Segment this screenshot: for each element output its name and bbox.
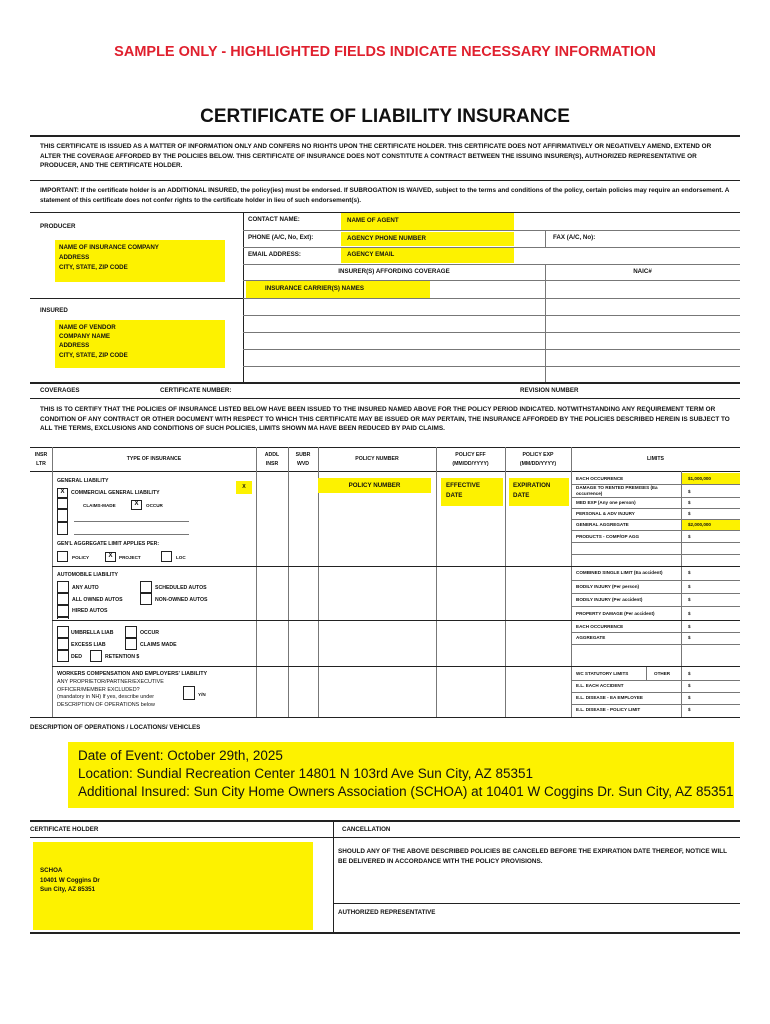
umbrella-limit-value-0[interactable]: $ xyxy=(688,624,691,629)
project-checkbox[interactable]: X xyxy=(105,552,116,562)
umbrella-limit-label-0: EACH OCCURRENCE xyxy=(576,624,624,629)
retention-label: RETENTION $ xyxy=(105,654,140,660)
effective-date-1[interactable]: EFFECTIVE xyxy=(446,482,481,489)
non-owned-checkbox[interactable] xyxy=(140,593,152,605)
hired-autos-checkbox[interactable] xyxy=(57,605,69,617)
holder-label: CERTIFICATE HOLDER xyxy=(30,826,99,833)
insr-ltr-header-2: LTR xyxy=(36,461,46,467)
important-text: IMPORTANT: If the certificate holder is an ADDITIONAL INSURED, the policy(ies) must be endorsed. If SUBROGATION IS WAIVED, subject to the terms and conditions of the policy, certain policies may require an endorsement. A statement of this certificate does not confer rights to the certificate holder in lieu of such endorsement(s). xyxy=(40,187,730,204)
email-value[interactable]: AGENCY EMAIL xyxy=(347,251,395,258)
wc-limit-label-2: E.L. DISEASE - POLICY LIMIT xyxy=(576,707,641,712)
gl-aggregate-label: GEN'L AGGREGATE LIMIT APPLIES PER: xyxy=(57,541,160,547)
cgl-label: COMMERCIAL GENERAL LIABILITY xyxy=(71,490,160,496)
umbrella-limit-label-1: AGGREGATE xyxy=(576,635,606,640)
subr-header-2: WVD xyxy=(296,461,310,467)
excess-checkbox[interactable] xyxy=(57,638,69,650)
wc-yn-checkbox[interactable] xyxy=(183,686,195,700)
addl-header-2: INSR xyxy=(265,461,279,467)
holder-address[interactable]: 10401 W Coggins Dr xyxy=(40,876,100,884)
umbrella-checkbox[interactable] xyxy=(57,626,69,638)
contact-name-value[interactable]: NAME OF AGENT xyxy=(347,217,399,224)
effective-date-2[interactable]: DATE xyxy=(446,491,463,499)
auto-limit-value-1[interactable]: $ xyxy=(688,584,691,589)
expiration-date-1[interactable]: EXPIRATION xyxy=(513,482,551,489)
insured-company: COMPANY NAME xyxy=(59,333,110,340)
umbrella-occur-label: OCCUR xyxy=(140,630,160,636)
policy-number-header: POLICY NUMBER xyxy=(355,456,399,462)
type-header: TYPE OF INSURANCE xyxy=(126,456,182,462)
certificate-number-label: CERTIFICATE NUMBER: xyxy=(160,387,232,394)
contact-name-label: CONTACT NAME: xyxy=(248,216,300,223)
auto-limit-label-0: COMBINED SINGLE LIMIT (Ea accident) xyxy=(576,570,663,575)
producer-name: NAME OF INSURANCE COMPANY xyxy=(59,244,159,251)
page-title: CERTIFICATE OF LIABILITY INSURANCE xyxy=(200,106,570,127)
certify-text: THIS IS TO CERTIFY THAT THE POLICIES OF INSURANCE LISTED BELOW HAVE BEEN ISSUED TO THE INSURED NAMED ABOVE FOR THE POLICY PERIOD INDICATED. NOTWITHSTANDING ANY REQUIREMENT TERM OR CONDITION OF ANY CONTRACT OR OTHER DOCUMENT WITH RESPECT TO WHICH THIS CERTIFICATE MAY BE ISSUED OR MAY PERTAIN, THE INSURANCE AFFORDED BY THE POLICIES DESCRIBED HEREIN IS SUBJECT TO ALL THE TERMS, EXCLUSIONS AND CONDITIONS OF SUCH POLICIES, LIMITS SHOWN MA HAVE BEEN REDUCED BY PAID CLAIMS. xyxy=(40,406,730,433)
insurers-label: INSURER(S) AFFORDING COVERAGE xyxy=(338,268,450,275)
phone-label: PHONE (A/C, No, Ext): xyxy=(248,234,314,241)
all-owned-label: ALL OWNED AUTOS xyxy=(72,597,123,603)
insured-label: INSURED xyxy=(40,307,68,314)
cancellation-text: SHOULD ANY OF THE ABOVE DESCRIBED POLICIES BE CANCELED BEFORE THE EXPIRATION DATE THEREOF, NOTICE WILL BE DELIVERED IN ACCORDANCE WITH THE POLICY PROVISIONS. xyxy=(338,848,727,865)
revision-number-label: REVISION NUMBER xyxy=(520,387,579,394)
claims-made-label: CLAIMS-MADE xyxy=(83,503,116,508)
umbrella-occur-checkbox[interactable] xyxy=(125,626,137,638)
wc-line-4: (mandatory in NH) If yes, describe under xyxy=(57,694,155,701)
umbrella-claims-label: CLAIMS MADE xyxy=(140,642,177,648)
carriers-value[interactable]: INSURANCE CARRIER(S) NAMES xyxy=(265,285,365,292)
loc-checkbox[interactable] xyxy=(161,551,172,562)
scheduled-label: SCHEDULED AUTOS xyxy=(155,585,207,591)
wc-line-2: ANY PROPRIETOR/PARTNER/EXECUTIVE xyxy=(57,678,164,685)
wc-top-value[interactable]: $ xyxy=(688,671,691,676)
coverages-label: COVERAGES xyxy=(40,387,80,394)
wc-line-3: OFFICER/MEMBER EXCLUDED? xyxy=(57,686,140,693)
scheduled-checkbox[interactable] xyxy=(140,581,152,593)
description-line-2[interactable]: Location: Sundial Recreation Center 14801 N 103rd Ave Sun City, AZ 85351 xyxy=(78,766,534,781)
gl-limit-label-4: GENERAL AGGREGATE xyxy=(576,522,629,527)
naic-label: NAIC# xyxy=(633,268,652,275)
exp-header-1: POLICY EXP xyxy=(522,452,554,458)
authorized-representative-label: AUTHORIZED REPRESENTATIVE xyxy=(338,909,436,916)
addl-header-1: ADDL xyxy=(264,452,280,458)
wc-limit-label-0: E.L. EACH ACCIDENT xyxy=(576,683,624,688)
intro-text: THIS CERTIFICATE IS ISSUED AS A MATTER OF INFORMATION ONLY AND CONFERS NO RIGHTS UPON THE CERTIFICATE HOLDER. THIS CERTIFICATE DOES NOT AFFIRMATIVELY OR NEGATIVELY AMEND, EXTEND OR ALTER THE COVERAGE AFFORDED BY THE POLICIES BELOW. THIS CERTIFICATE OF INSURANCE DOES NOT CONSTITUTE A CONTRACT BETWEEN THE ISSUING INSURER(S), AUTHORIZED REPRESENTATIVE OR PRODUCER, AND THE CERTIFICATE HOLDER. xyxy=(40,143,712,170)
ded-checkbox[interactable] xyxy=(57,650,69,662)
wc-limit-value-0[interactable]: $ xyxy=(688,683,691,688)
gl-title: GENERAL LIABILITY xyxy=(57,478,109,484)
auto-limit-label-2: BODILY INJURY (Per accident) xyxy=(576,597,643,602)
policy-number-value[interactable]: POLICY NUMBER xyxy=(348,482,401,489)
retention-checkbox[interactable] xyxy=(90,650,102,662)
wc-limit-value-1[interactable]: $ xyxy=(688,695,691,700)
cancellation-label: CANCELLATION xyxy=(342,826,391,833)
eff-header-2: (MM/DD/YYYY) xyxy=(452,461,489,467)
gl-limit-label-3: PERSONAL & ADV INJURY xyxy=(576,511,635,516)
producer-label: PRODUCER xyxy=(40,223,76,230)
gl-limit-value-4[interactable]: $2,000,000 xyxy=(688,522,711,527)
insr-ltr-header-1: INSR xyxy=(34,452,48,458)
gl-blank-checkbox-2[interactable] xyxy=(57,522,68,535)
any-auto-label: ANY AUTO xyxy=(72,585,99,591)
umbrella-label: UMBRELLA LIAB xyxy=(71,630,114,636)
description-line-1[interactable]: Date of Event: October 29th, 2025 xyxy=(78,748,283,763)
eff-header-1: POLICY EFF xyxy=(455,452,486,458)
fax-label: FAX (A/C, No): xyxy=(553,234,596,241)
umbrella-claims-checkbox[interactable] xyxy=(125,638,137,650)
holder-city[interactable]: Sun City, AZ 85351 xyxy=(40,886,96,893)
email-label: EMAIL ADDRESS: xyxy=(248,251,301,258)
sample-banner: SAMPLE ONLY - HIGHLIGHTED FIELDS INDICATE NECESSARY INFORMATION xyxy=(114,44,656,60)
insured-city: CITY, STATE, ZIP CODE xyxy=(59,352,128,359)
auto-title: AUTOMOBILE LIABILITY xyxy=(57,572,118,578)
wc-statutory-label: WC STATUTORY LIMITS xyxy=(576,671,629,676)
description-label: DESCRIPTION OF OPERATIONS / LOCATIONS/ VEHICLES xyxy=(30,724,201,731)
policy-label: POLICY xyxy=(72,555,90,560)
insured-vendor: NAME OF VENDOR xyxy=(59,324,116,331)
holder-name[interactable]: SCHOA xyxy=(40,867,63,874)
project-label: PROJECT xyxy=(119,555,141,560)
policy-checkbox[interactable] xyxy=(57,551,68,562)
any-auto-checkbox[interactable] xyxy=(57,581,69,593)
gl-limit-label-0: EACH OCCURRENCE xyxy=(576,476,624,481)
umbrella-limit-value-1[interactable]: $ xyxy=(688,635,691,640)
wc-title: WORKERS COMPENSATION AND EMPLOYERS' LIABILITY xyxy=(57,671,208,677)
insured-address: ADDRESS xyxy=(59,342,90,349)
gl-limit-value-0[interactable]: $1,000,000 xyxy=(688,476,711,481)
excess-label: EXCESS LIAB xyxy=(71,642,106,648)
phone-value[interactable]: AGENCY PHONE NUMBER xyxy=(347,235,426,242)
producer-city: CITY, STATE, ZIP CODE xyxy=(59,264,128,271)
gl-limit-value-1[interactable]: $ xyxy=(688,489,691,494)
wc-limit-label-1: E.L. DISEASE - EA EMPLOYEE xyxy=(576,695,643,700)
wc-other-label: OTHER xyxy=(654,671,671,676)
gl-limit-value-3[interactable]: $ xyxy=(688,511,691,516)
addl-insr-x[interactable]: X xyxy=(242,484,246,490)
exp-header-2: (MM/DD/YYYY) xyxy=(519,461,557,467)
wc-line-5: DESCRIPTION OF OPERATIONS below xyxy=(57,702,155,709)
gl-limit-label-5: PRODUCTS - COMP/OP AGG xyxy=(576,534,640,539)
cgl-checkbox[interactable]: X xyxy=(57,488,68,498)
gl-limit-value-2[interactable]: $ xyxy=(688,500,691,505)
auto-limit-label-3: PROPERTY DAMAGE (Per accident) xyxy=(576,611,655,616)
gl-limit-label-2: MED EXP (Any one person) xyxy=(576,500,636,505)
gl-limit-label-1: DAMAGE TO RENTED PREMISES (Ea occurrence) xyxy=(576,485,658,496)
auto-limit-value-2[interactable]: $ xyxy=(688,597,691,602)
auto-limit-value-0[interactable]: $ xyxy=(688,570,691,575)
ded-label: DED xyxy=(71,654,82,660)
auto-limit-value-3[interactable]: $ xyxy=(688,611,691,616)
non-owned-label: NON-OWNED AUTOS xyxy=(155,597,208,603)
wc-yn-label: Y/N xyxy=(198,692,206,697)
limits-header: LIMITS xyxy=(646,456,664,462)
wc-limit-value-2[interactable]: $ xyxy=(688,707,691,712)
loc-label: LOC xyxy=(176,555,186,560)
all-owned-checkbox[interactable] xyxy=(57,593,69,605)
subr-header-1: SUBR xyxy=(295,452,311,458)
gl-limit-value-5[interactable]: $ xyxy=(688,534,691,539)
expiration-date-2[interactable]: DATE xyxy=(513,491,530,499)
producer-address: ADDRESS xyxy=(59,254,90,261)
occur-label: OCCUR xyxy=(146,503,163,508)
hired-autos-label: HIRED AUTOS xyxy=(72,608,108,614)
occur-checkbox[interactable]: X xyxy=(131,500,142,510)
gl-blank-checkbox-1[interactable] xyxy=(57,509,68,522)
description-line-3[interactable]: Additional Insured: Sun City Home Owners Association (SCHOA) at 10401 W Coggins Dr. Sun City, AZ 85351 xyxy=(78,784,734,799)
auto-limit-label-1: BODILY INJURY (Per person) xyxy=(576,584,640,589)
